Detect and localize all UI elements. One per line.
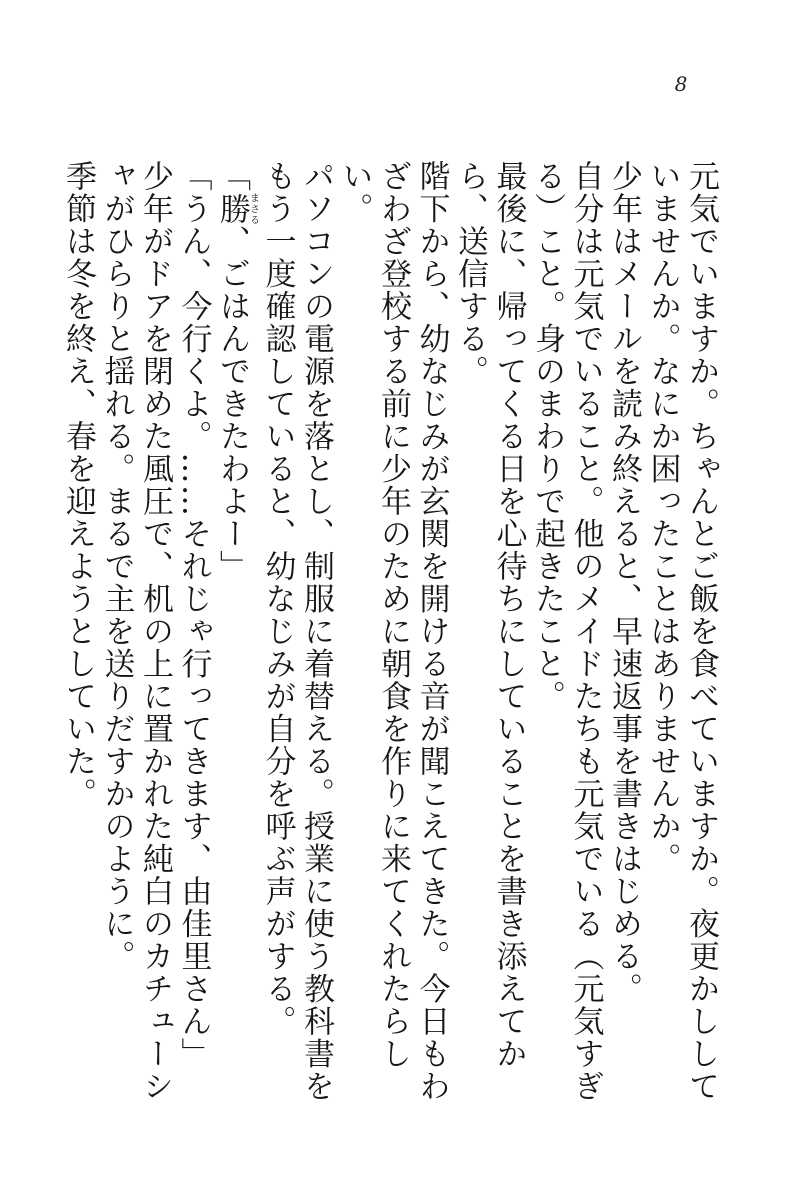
dialog-text: 、ごはんできたわよー」 <box>214 225 250 583</box>
name-with-furigana <box>214 192 259 226</box>
paragraph: 少年がドアを閉めた風圧で、机の上に置かれた純白のカチューシャがひらりと揺れる。まるで主を送りだすかのように。 <box>98 160 173 1103</box>
paragraph: 季節は冬を終え、春を迎えようとしていた。 <box>60 160 96 810</box>
paragraph: 「うん、今行くよ。……それじゃ行ってきます、由佳里さん」 <box>175 160 212 1070</box>
paragraph: 自分は元気でいること。他のメイドたちも元気でいる（元気すぎる）こと。身のまわりで起きたこと。 <box>529 160 604 1103</box>
dialog-open-quote: 「 <box>214 160 250 193</box>
furigana: まさる <box>247 192 259 225</box>
dialog-line <box>213 160 259 1120</box>
page-number: 8 <box>674 72 688 96</box>
character-name: 勝 <box>214 192 250 225</box>
paragraph: パソコンの電源を落とし、制服に着替える。授業に使う教科書をもう一度確認していると、幼なじみが自分を呼ぶ声がする。 <box>259 160 334 1103</box>
paragraph: 元気でいますか。ちゃんとご飯を食べていますか。夜更かししていませんか。なにか困ったことはありませんか。 <box>644 160 719 1103</box>
paragraph: 最後に、帰ってくる日を心待ちにしていることを書き添えてから、送信する。 <box>452 160 527 1070</box>
paragraph: 少年はメールを読み終えると、早速返事を書きはじめる。 <box>606 160 642 1005</box>
vertical-body-text <box>60 160 720 1120</box>
paragraph: 階下から、幼なじみが玄関を開ける音が聞こえてきた。今日もわざわざ登校する前に少年のために朝食を作りに来てくれたらしい。 <box>336 160 450 1103</box>
